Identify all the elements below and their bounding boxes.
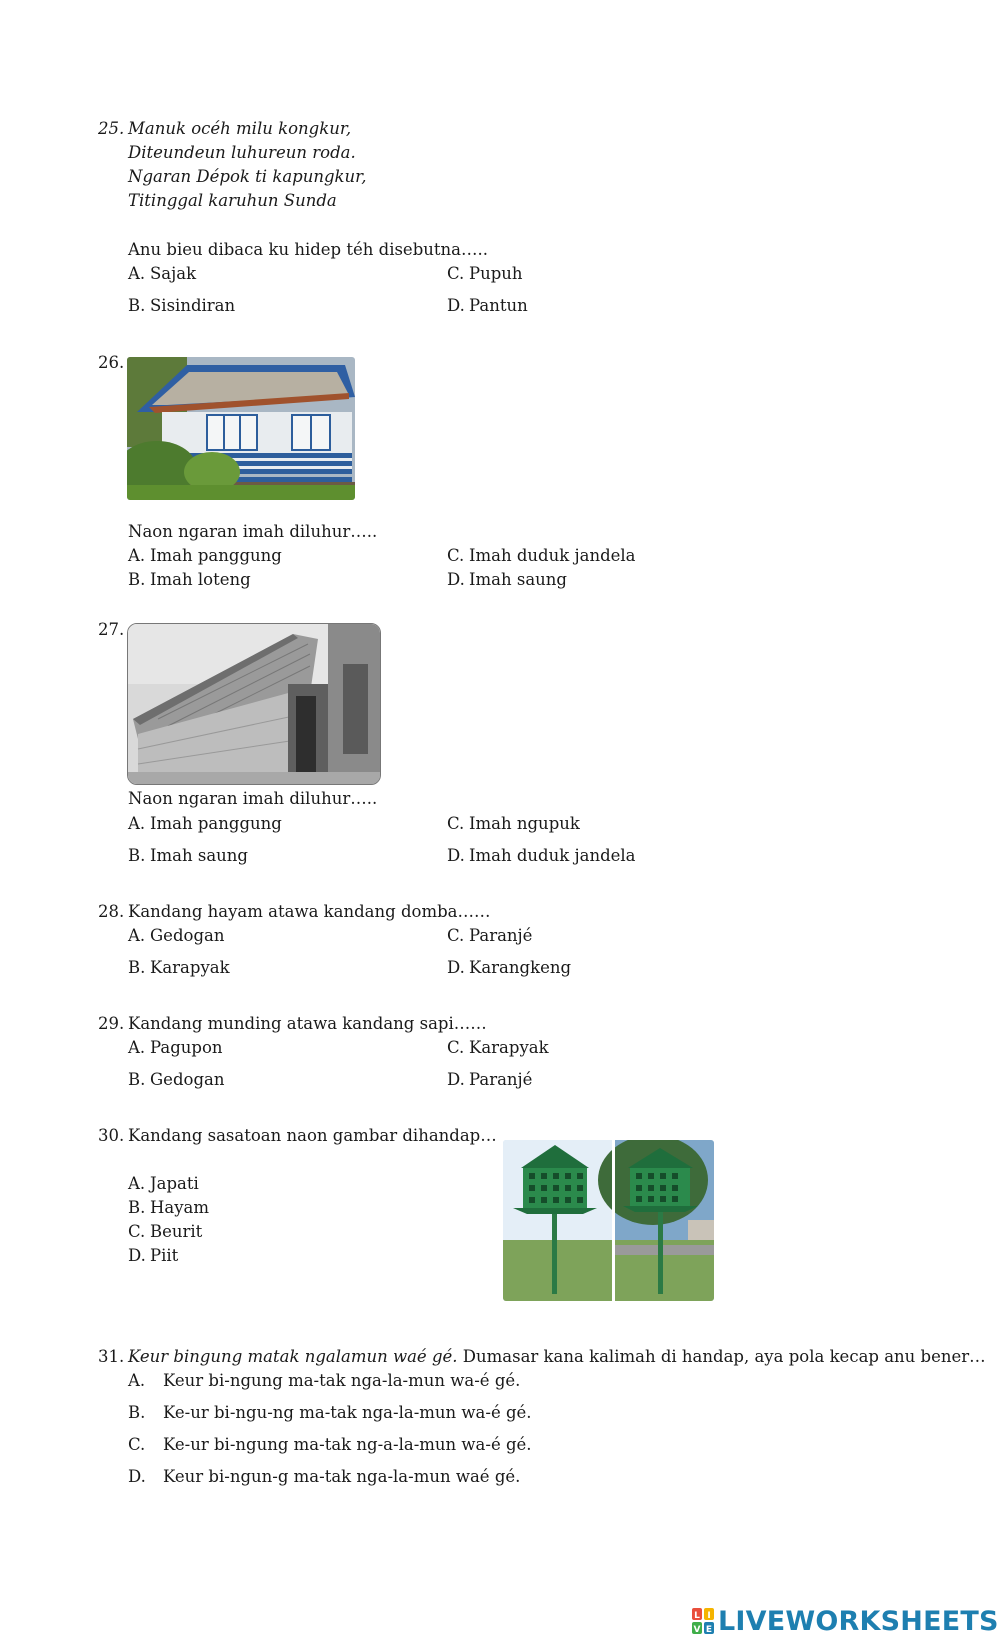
option-text: Gedogan: [150, 1070, 225, 1089]
option-text: Karapyak: [150, 958, 230, 977]
svg-text:L: L: [694, 1611, 700, 1621]
svg-text:E: E: [705, 1625, 713, 1634]
option-text: Karangkeng: [469, 958, 572, 977]
option-text: Imah ngupuk: [469, 814, 580, 833]
option-text: Pagupon: [150, 1038, 223, 1057]
q25-option-c[interactable]: [447, 263, 523, 285]
option-letter: B.: [128, 846, 146, 865]
q25-number: 25.: [98, 119, 125, 138]
q31-option-d[interactable]: [128, 1466, 520, 1488]
option-letter: C.: [128, 1435, 146, 1454]
option-text: Sisindiran: [150, 296, 236, 315]
option-text: Pupuh: [469, 264, 523, 283]
option-text: Imah saung: [469, 570, 567, 589]
q26-option-a[interactable]: [128, 545, 282, 567]
q30-option-c[interactable]: [128, 1221, 202, 1243]
q27-question: Naon ngaran imah diluhur…..: [128, 789, 378, 808]
option-text: Beurit: [150, 1222, 203, 1241]
q25-option-a[interactable]: [128, 263, 196, 285]
option-text: Imah panggung: [150, 814, 282, 833]
q28-question: Kandang hayam atawa kandang domba……: [128, 902, 491, 921]
q31-option-a[interactable]: [128, 1370, 520, 1392]
option-letter: D.: [447, 958, 465, 977]
option-text: Imah saung: [150, 846, 248, 865]
option-letter: D.: [447, 296, 465, 315]
option-letter: C.: [447, 1038, 465, 1057]
q30-option-d[interactable]: [128, 1245, 178, 1267]
option-text: Imah loteng: [150, 570, 251, 589]
q31-number: 31.: [98, 1347, 125, 1366]
svg-text:V: V: [693, 1625, 701, 1634]
option-letter: A.: [128, 1038, 146, 1057]
q29-option-c[interactable]: [447, 1037, 549, 1059]
q25-poem-line-4: Titinggal karuhun Sunda: [128, 191, 337, 210]
q26-option-c[interactable]: [447, 545, 636, 567]
q25-poem-line-1: Manuk océh milu kongkur,: [128, 119, 352, 138]
option-text: Karapyak: [469, 1038, 549, 1057]
q29-question: Kandang munding atawa kandang sapi……: [128, 1014, 487, 1033]
q29-option-d[interactable]: [447, 1069, 532, 1091]
q27-option-d[interactable]: [447, 845, 636, 867]
q28-option-c[interactable]: [447, 925, 532, 947]
q27-option-c[interactable]: [447, 813, 580, 835]
option-letter: C.: [447, 546, 465, 565]
q26-question: Naon ngaran imah diluhur…..: [128, 522, 378, 541]
option-letter: C.: [447, 814, 465, 833]
option-text: Paranjé: [469, 926, 533, 945]
q31-sentence: Keur bingung matak ngalamun waé gé.: [128, 1347, 458, 1366]
q25-poem-line-3: Ngaran Dépok ti kapungkur,: [128, 167, 367, 186]
q31-question: Dumasar kana kalimah di handap, aya pola kecap anu bener…: [457, 1347, 986, 1366]
q31-option-b[interactable]: [128, 1402, 532, 1424]
option-letter: D.: [447, 570, 465, 589]
q30-option-a[interactable]: [128, 1173, 199, 1195]
q28-option-d[interactable]: [447, 957, 571, 979]
q28-number: 28.: [98, 902, 125, 921]
option-letter: A.: [128, 1371, 146, 1390]
q25-option-b[interactable]: [128, 295, 235, 317]
option-letter: B.: [128, 958, 146, 977]
option-letter: B.: [128, 570, 146, 589]
q25-poem-line-2: Diteundeun luhureun roda.: [128, 143, 356, 162]
option-text: Pantun: [469, 296, 528, 315]
dovecote-photo: [503, 1140, 714, 1301]
option-text: Imah duduk jandela: [469, 546, 636, 565]
option-text: Japati: [150, 1174, 199, 1193]
q25-option-d[interactable]: [447, 295, 528, 317]
q26-number: 26.: [98, 353, 125, 372]
option-letter: A.: [128, 264, 146, 283]
q30-option-b[interactable]: [128, 1197, 209, 1219]
option-letter: A.: [128, 1174, 146, 1193]
option-text: Imah duduk jandela: [469, 846, 636, 865]
option-text: Piit: [150, 1246, 179, 1265]
liveworksheets-logo-icon: [692, 1608, 714, 1634]
q28-option-b[interactable]: [128, 957, 230, 979]
q26-option-d[interactable]: [447, 569, 567, 591]
q28-option-a[interactable]: [128, 925, 224, 947]
option-letter: C.: [128, 1222, 146, 1241]
option-letter: D.: [447, 1070, 465, 1089]
option-letter: D.: [447, 846, 465, 865]
option-text: Ke-ur bi-ngu-ng ma-tak nga-la-mun wa-é gé.: [163, 1403, 532, 1422]
q27-option-a[interactable]: [128, 813, 282, 835]
option-letter: B.: [128, 1070, 146, 1089]
option-text: Gedogan: [150, 926, 225, 945]
liveworksheets-logo[interactable]: [692, 1604, 999, 1638]
option-text: Sajak: [150, 264, 197, 283]
option-letter: A.: [128, 926, 146, 945]
option-text: Ke-ur bi-ngung ma-tak ng-a-la-mun wa-é gé.: [163, 1435, 532, 1454]
option-letter: D.: [128, 1467, 146, 1486]
q30-number: 30.: [98, 1126, 125, 1145]
q27-number: 27.: [98, 620, 125, 639]
q25-question: Anu bieu dibaca ku hidep téh disebutna…..: [128, 240, 488, 259]
option-letter: C.: [447, 926, 465, 945]
option-letter: B.: [128, 1198, 146, 1217]
svg-text:I: I: [707, 1611, 711, 1621]
q30-question: Kandang sasatoan naon gambar dihandap…: [128, 1126, 497, 1145]
option-text: Imah panggung: [150, 546, 282, 565]
option-letter: A.: [128, 546, 146, 565]
q29-number: 29.: [98, 1014, 125, 1033]
option-text: Keur bi-ngun-g ma-tak nga-la-mun waé gé.: [163, 1467, 521, 1486]
option-letter: B.: [128, 296, 146, 315]
option-letter: A.: [128, 814, 146, 833]
q29-option-a[interactable]: [128, 1037, 223, 1059]
house-saung-photo: [127, 623, 381, 785]
q26-option-b[interactable]: [128, 569, 251, 591]
option-text: Hayam: [150, 1198, 210, 1217]
house-panggung-photo: [127, 357, 355, 500]
q31-question-line: [128, 1346, 986, 1368]
q31-option-c[interactable]: [128, 1434, 532, 1456]
option-text: Keur bi-ngung ma-tak nga-la-mun wa-é gé.: [163, 1371, 521, 1390]
q27-option-b[interactable]: [128, 845, 248, 867]
option-letter: B.: [128, 1403, 146, 1422]
option-text: Paranjé: [469, 1070, 533, 1089]
option-letter: D.: [128, 1246, 146, 1265]
liveworksheets-logo-text: LIVEWORKSHEETS: [718, 1605, 999, 1637]
q29-option-b[interactable]: [128, 1069, 224, 1091]
option-letter: C.: [447, 264, 465, 283]
